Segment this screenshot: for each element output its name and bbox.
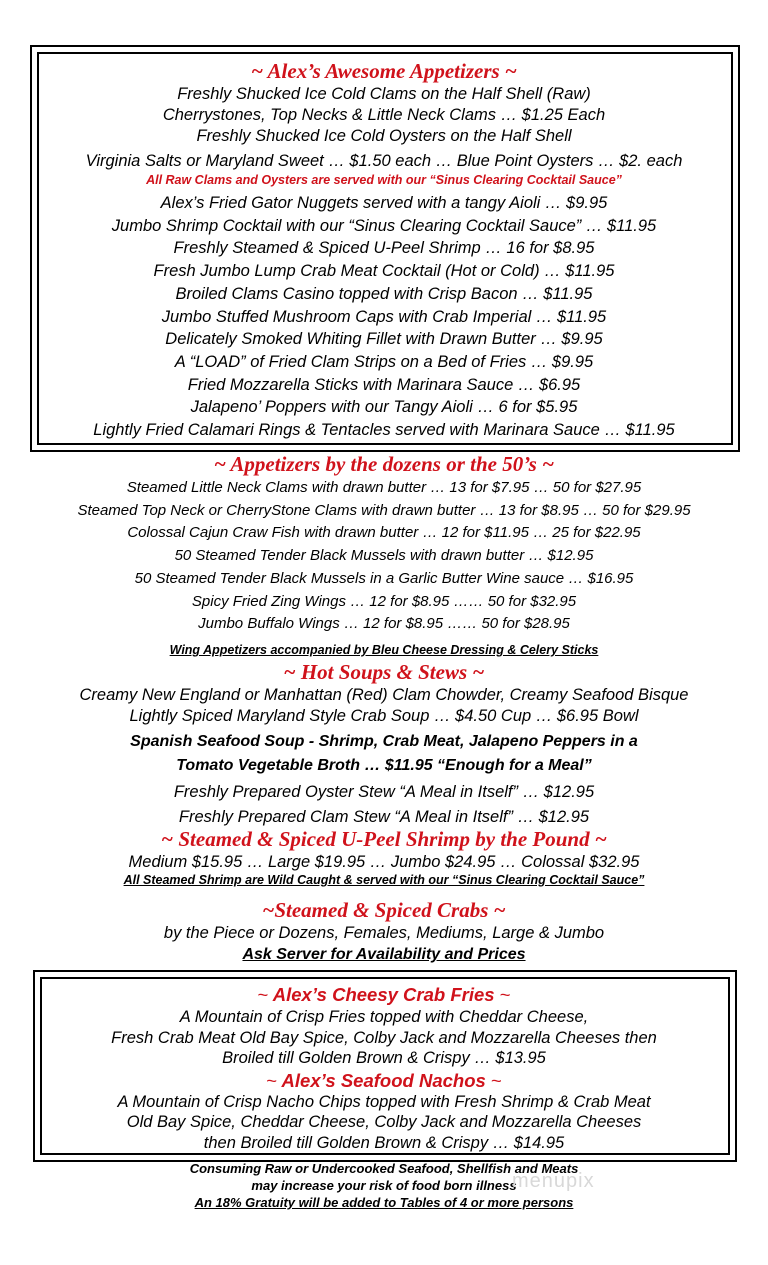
appetizer-line: Freshly Shucked Ice Cold Oysters on the Half Shell	[196, 127, 572, 145]
shrimp-prices: Medium $15.95 … Large $19.95 … Jumbo $24.95 … Colossal $32.95	[128, 853, 640, 871]
appetizer-line: Cherrystones, Top Necks & Little Neck Clams … $1.25 Each	[162, 106, 606, 124]
soup-line: Freshly Prepared Clam Stew “A Meal in Itself” … $12.95	[178, 808, 590, 826]
soup-special-line: Spanish Seafood Soup - Shrimp, Crab Meat, Jalapeno Peppers in a	[130, 733, 638, 750]
soup-line: Lightly Spiced Maryland Style Crab Soup … $4.50 Cup … $6.95 Bowl	[129, 707, 639, 725]
crabs-title: ~Steamed & Spiced Crabs ~	[262, 898, 506, 922]
fries-title: Alex’s Cheesy Crab Fries	[272, 984, 495, 1005]
tilde: ~	[499, 984, 511, 1005]
dozens-line: 50 Steamed Tender Black Mussels in a Garlic Butter Wine sauce … $16.95	[134, 569, 634, 587]
appetizer-line: Jumbo Stuffed Mushroom Caps with Crab Imperial … $11.95	[161, 307, 607, 326]
appetizer-line: A “LOAD” of Fried Clam Strips on a Bed of Fries … $9.95	[174, 352, 594, 371]
dozens-title: ~ Appetizers by the dozens or the 50’s ~	[213, 452, 555, 476]
soup-line: Creamy New England or Manhattan (Red) Clam Chowder, Creamy Seafood Bisque	[79, 686, 689, 704]
appetizer-line: Jumbo Shrimp Cocktail with our “Sinus Clearing Cocktail Sauce” … $11.95	[111, 216, 657, 235]
watermark: menupix	[512, 1170, 595, 1192]
crabs-section	[0, 897, 768, 965]
shrimp-note: All Steamed Shrimp are Wild Caught & served with our “Sinus Clearing Cocktail Sauce”	[123, 873, 645, 887]
appetizers-list	[0, 192, 768, 442]
appetizer-line: Freshly Steamed & Spiced U-Peel Shrimp … 16 for $8.95	[173, 239, 595, 258]
dozens-line: 50 Steamed Tender Black Mussels with drawn butter … $12.95	[174, 547, 594, 565]
appetizer-line: Jalapeno’ Poppers with our Tangy Aioli … 6 for $5.95	[190, 398, 578, 417]
fries-line: Broiled till Golden Brown & Crispy … $13.95	[222, 1049, 546, 1067]
dozens-line: Jumbo Buffalo Wings … 12 for $8.95 …… 50 for $28.95	[198, 615, 570, 633]
dozens-line: Spicy Fried Zing Wings … 12 for $8.95 …… 50 for $32.95	[191, 592, 577, 610]
appetizers-title: ~ Alex’s Awesome Appetizers ~	[251, 59, 517, 83]
nachos-line: A Mountain of Crisp Nacho Chips topped with Fresh Shrimp & Crab Meat	[117, 1092, 651, 1111]
appetizer-line: Freshly Shucked Ice Cold Clams on the Half Shell (Raw)	[177, 85, 591, 103]
dozens-line: Steamed Little Neck Clams with drawn butter … 13 for $7.95 … 50 for $27.95	[126, 479, 642, 496]
shrimp-title: ~ Steamed & Spiced U-Peel Shrimp by the Pound ~	[161, 827, 607, 851]
dozens-section	[0, 451, 768, 658]
fries-line: A Mountain of Crisp Fries topped with Cheddar Cheese,	[179, 1008, 589, 1026]
appetizer-line: Fried Mozzarella Sticks with Marinara Sauce … $6.95	[187, 375, 581, 394]
tilde: ~	[266, 1069, 278, 1091]
specials-section	[0, 983, 768, 1153]
dozens-line: Colossal Cajun Craw Fish with drawn butter … 12 for $11.95 … 25 for $22.95	[127, 524, 641, 542]
footer-section	[0, 1160, 768, 1211]
appetizer-line: Fresh Jumbo Lump Crab Meat Cocktail (Hot or Cold) … $11.95	[153, 262, 615, 281]
footer-warning: Consuming Raw or Undercooked Seafood, Shellfish and Meats	[189, 1161, 579, 1176]
fries-line: Fresh Crab Meat Old Bay Spice, Colby Jack and Mozzarella Cheeses then	[111, 1028, 657, 1047]
nachos-line: then Broiled till Golden Brown & Crispy … $14.95	[203, 1133, 565, 1152]
appetizer-line: Delicately Smoked Whiting Fillet with Drawn Butter … $9.95	[165, 330, 603, 349]
appetizers-section	[0, 58, 768, 188]
fries-title-row	[0, 983, 768, 1007]
gratuity-note: An 18% Gratuity will be added to Tables of 4 or more persons	[194, 1195, 574, 1210]
soup-line: Freshly Prepared Oyster Stew “A Meal in Itself” … $12.95	[173, 783, 595, 801]
soup-special-line: Tomato Vegetable Broth … $11.95 “Enough for a Meal”	[176, 757, 592, 774]
dozens-line: Steamed Top Neck or CherryStone Clams with drawn butter … 13 for $8.95 … 50 for $29.95	[77, 501, 691, 519]
crabs-note: Ask Server for Availability and Prices	[242, 946, 526, 963]
appetizer-line: Broiled Clams Casino topped with Crisp Bacon … $11.95	[175, 284, 593, 303]
tilde: ~	[490, 1069, 502, 1091]
shrimp-section	[0, 826, 768, 888]
appetizer-line: Lightly Fried Calamari Rings & Tentacles served with Marinara Sauce … $11.95	[93, 421, 675, 440]
footer-warning: may increase your risk of food born illness	[251, 1178, 517, 1193]
soups-section	[0, 659, 768, 830]
nachos-title-row	[0, 1069, 768, 1092]
wings-note: Wing Appetizers accompanied by Bleu Cheese Dressing & Celery Sticks	[169, 642, 599, 657]
soups-title: ~ Hot Soups & Stews ~	[283, 660, 485, 684]
crabs-line: by the Piece or Dozens, Females, Mediums, Large & Jumbo	[163, 924, 605, 942]
appetizer-line: Virginia Salts or Maryland Sweet … $1.50 each … Blue Point Oysters … $2. each	[85, 152, 683, 170]
tilde: ~	[257, 984, 269, 1005]
nachos-line: Old Bay Spice, Cheddar Cheese, Colby Jack and Mozzarella Cheeses	[126, 1113, 642, 1131]
nachos-title: Alex’s Seafood Nachos	[281, 1069, 486, 1091]
raw-bar-note: All Raw Clams and Oysters are served with our “Sinus Clearing Cocktail Sauce”	[146, 173, 622, 187]
appetizer-line: Alex’s Fried Gator Nuggets served with a tangy Aioli … $9.95	[160, 194, 608, 212]
